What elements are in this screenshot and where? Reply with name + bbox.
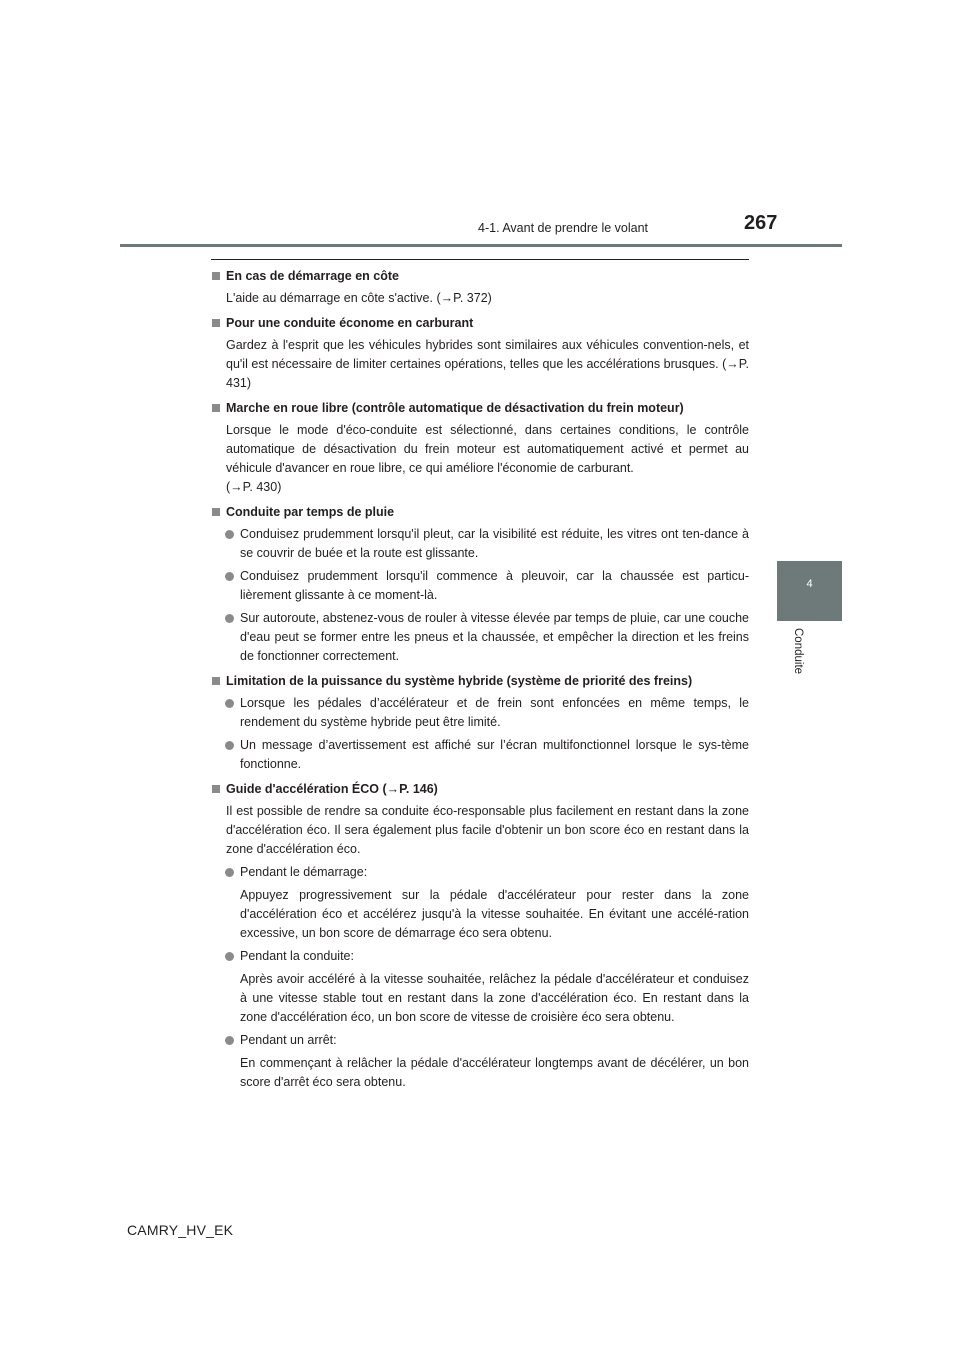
section-hybrid-power-limit — [211, 672, 749, 774]
square-bullet-icon — [212, 319, 220, 327]
square-bullet-icon — [212, 785, 220, 793]
header-rule — [120, 244, 842, 247]
section-heading — [211, 314, 749, 333]
list-item — [225, 736, 749, 774]
list-item-text: Sur autoroute, abstenez-vous de rouler à vitesse élevée par temps de pluie, car une couche d'eau peut se former entre les pneus et la chaussée, et empêcher la direction et les freins de fonctionner correctement. — [240, 611, 749, 663]
content-top-rule — [211, 259, 749, 260]
list-item — [225, 694, 749, 732]
list-item-text: Conduisez prudemment lorsqu'il pleut, car la visibilité est réduite, les vitres ont ten-dance à se couvrir de buée et la route est glissante. — [240, 527, 749, 560]
chapter-number: 4 — [806, 578, 813, 590]
square-bullet-icon — [212, 677, 220, 685]
section-paragraph: Lorsque le mode d'éco-conduite est sélectionné, dans certaines conditions, le contrôle automatique de désactivation du frein moteur est automatiquement activé et permet au véhicule d'avancer en roue libre, ce qui améliore l'économie de carburant. — [226, 423, 749, 475]
section-eco-accel-guide — [211, 780, 749, 1092]
list-item-label: Pendant le démarrage: — [240, 865, 368, 879]
section-heading — [211, 780, 749, 799]
list-item — [225, 1031, 749, 1050]
list-item-label: Pendant la conduite: — [240, 949, 354, 963]
page-content — [211, 267, 749, 1098]
circle-bullet-icon — [225, 614, 234, 623]
list-item — [225, 947, 749, 966]
list-item-text: Lorsque les pédales d’accélérateur et de frein sont enfoncées en même temps, le rendement du système hybride peut être limité. — [240, 696, 749, 729]
section-heading — [211, 503, 749, 522]
header-section-title: 4-1. Avant de prendre le volant — [478, 221, 649, 235]
section-title: Guide d'accélération ÉCO (→P. 146) — [226, 782, 438, 796]
list-item — [225, 609, 749, 666]
list-item-text: Un message d’avertissement est affiché sur l’écran multifonctionnel lorsque le sys-tème fonctionne. — [240, 738, 749, 771]
list-item-text: Conduisez prudemment lorsqu'il commence à pleuvoir, car la chaussée est particu-lièrement glissante à ce moment-là. — [240, 569, 749, 602]
section-heading — [211, 672, 749, 691]
section-rain-driving — [211, 503, 749, 666]
page-number: 267 — [744, 212, 778, 234]
circle-bullet-icon — [225, 1036, 234, 1045]
list-item-description: Après avoir accéléré à la vitesse souhaitée, relâchez la pédale d'accélérateur et conduisez à une vitesse stable tout en restant dans la zone d'accélération éco. En restant dans la zone d'accélération éco, un bon score de vitesse de croisière éco sera obtenu. — [240, 972, 749, 1024]
circle-bullet-icon — [225, 868, 234, 877]
section-hill-start — [211, 267, 749, 308]
list-item — [225, 863, 749, 882]
circle-bullet-icon — [225, 741, 234, 750]
section-title: Pour une conduite économe en carburant — [226, 316, 474, 330]
section-title: En cas de démarrage en côte — [226, 269, 399, 283]
list-item-description: En commençant à relâcher la pédale d'accélérateur longtemps avant de décélérer, un bon score d'arrêt éco sera obtenu. — [240, 1056, 749, 1089]
section-title: Limitation de la puissance du système hybride (système de priorité des freins) — [226, 674, 693, 688]
section-heading — [211, 399, 749, 418]
square-bullet-icon — [212, 404, 220, 412]
square-bullet-icon — [212, 272, 220, 280]
section-heading — [211, 267, 749, 286]
section-coasting — [211, 399, 749, 497]
section-fuel-economy — [211, 314, 749, 393]
square-bullet-icon — [212, 508, 220, 516]
list-item — [225, 567, 749, 605]
section-paragraph: L'aide au démarrage en côte s'active. (→P. 372) — [226, 291, 492, 305]
list-item-description: Appuyez progressivement sur la pédale d'accélérateur pour rester dans la zone d'accélération éco et accélérez jusqu'à la vitesse souhaitée. En évitant une accélé-ration excessive, un bon score de démarrage éco sera obtenu. — [240, 888, 749, 940]
section-title: Conduite par temps de pluie — [226, 505, 395, 519]
chapter-label: Conduite — [792, 628, 804, 675]
section-paragraph-reference: (→P. 430) — [226, 480, 282, 494]
chapter-tab — [777, 561, 842, 621]
list-item-label: Pendant un arrêt: — [240, 1033, 337, 1047]
circle-bullet-icon — [225, 952, 234, 961]
section-title: Marche en roue libre (contrôle automatique de désactivation du frein moteur) — [226, 401, 684, 415]
circle-bullet-icon — [225, 530, 234, 539]
footer-model-code: CAMRY_HV_EK — [127, 1222, 234, 1238]
section-paragraph: Gardez à l'esprit que les véhicules hybrides sont similaires aux véhicules convention-nels, et qu'il est nécessaire de limiter certaines opérations, telles que les accélérations brusques. (→P. 431) — [226, 338, 749, 390]
list-item — [225, 525, 749, 563]
circle-bullet-icon — [225, 699, 234, 708]
circle-bullet-icon — [225, 572, 234, 581]
section-paragraph: Il est possible de rendre sa conduite éco-responsable plus facilement en restant dans la zone d'accélération éco. Il sera également plus facile d'obtenir un bon score éco en restant dans la zone d'accélération éco. — [226, 804, 749, 856]
